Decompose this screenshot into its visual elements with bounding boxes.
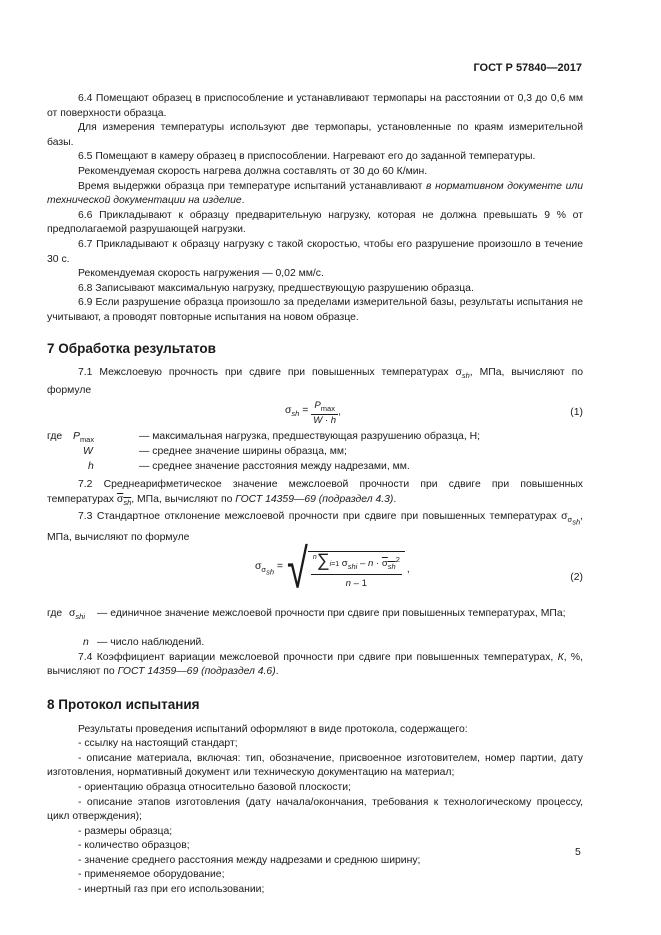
- paragraph-8-intro: Результаты проведения испытаний оформляют в виде протокола, содержащего:: [78, 723, 468, 735]
- definition-h-text: — среднее значение расстояния между надрезами, мм.: [139, 460, 410, 472]
- p74-end: .: [275, 666, 279, 678]
- page-content: [47, 92, 583, 898]
- formula-1: [47, 398, 583, 430]
- paragraph-hold-time: [47, 180, 583, 209]
- paragraph-7-2: 7.2 Среднеарифметическое значение межслоевой прочности при сдвиге при повышенных температурах $\sigma_{sh}$, МПа, вычисляют по ГОСТ 14359—69 (подраздел 4.3).: [47, 479, 583, 507]
- paragraph-7-4: [47, 651, 583, 680]
- formula-2: [47, 539, 583, 607]
- equation-1-number: (1): [570, 407, 583, 419]
- protocol-item: - значение среднего расстояния между надрезами и среднюю ширину;: [78, 854, 421, 866]
- hold-italic: в нормативном документе или технической документации на изделие: [47, 180, 583, 207]
- definition-pmax: где $P_{max}$ — максимальная нагрузка, предшествующая разрушению образца, Н;: [47, 431, 480, 445]
- protocol-item: - инертный газ при его использовании;: [78, 884, 265, 896]
- p71-text: 7.1 Межслоевую прочность при сдвиге при повышенных температурах: [78, 367, 449, 379]
- paragraph-7-1: 7.1 Межслоевую прочность при сдвиге при повышенных температурах $\sigma_{sh}$, МПа, вычисляют по формуле: [47, 367, 583, 396]
- p72-reference: ГОСТ 14359—69 (подраздел 4.3): [235, 493, 394, 505]
- p74-text-c: , %, вычисляют по: [47, 651, 583, 678]
- p72-text: 7.2 Среднеарифметическое значение межслоевой прочности при сдвиге при повышенных температурах: [47, 479, 583, 505]
- paragraph-thermocouples: Для измерения температуры используют две термопары, установленные по краям измерительной базы.: [47, 122, 583, 148]
- paragraph-heating-rate: Рекомендуемая скорость нагрева должна составлять от 30 до 60 К/мин.: [78, 165, 428, 177]
- section-7-title: 7 Обработка результатов: [47, 340, 216, 356]
- p73-text: 7.3 Стандартное отклонение межслоевой прочности при сдвиге при повышенных температурах: [78, 511, 557, 523]
- definition-gde: где: [47, 431, 63, 443]
- paragraph-6-8: 6.8 Записывают максимальную нагрузку, предшествующую разрушению образца.: [78, 282, 474, 294]
- paragraph-loading-rate: Рекомендуемая скорость нагружения — 0,02 мм/с.: [78, 268, 324, 280]
- p71-tail: , МПа, вычисляют по формуле: [47, 367, 583, 396]
- paragraph-6-7: 6.7 Прикладывают к образцу нагрузку с такой скоростью, чтобы его разрушение произошло в течение 30 с.: [47, 238, 583, 265]
- definition-pmax-text: — максимальная нагрузка, предшествующая разрушению образца, Н;: [139, 431, 480, 443]
- formula-1-expression: $\sigma_{sh}$ = $\frac{P_{max}}{W \cdot h}$ ,: [285, 400, 342, 427]
- definition-n: n — число наблюдений.: [47, 636, 583, 651]
- p72-text-b: , МПа, вычисляют по: [131, 493, 236, 505]
- protocol-item: - ссылку на настоящий стандарт;: [78, 738, 238, 750]
- protocol-item: - размеры образца;: [78, 825, 173, 837]
- definition-w-text: — среднее значение ширины образца, мм;: [139, 445, 347, 457]
- protocol-item: - применяемое оборудование;: [78, 869, 225, 881]
- hold-end: .: [241, 195, 245, 207]
- section-8-title: 8 Протокол испытания: [47, 696, 200, 712]
- definition-w: W — среднее значение ширины образца, мм;: [47, 445, 583, 460]
- paragraph-7-3: 7.3 Стандартное отклонение межслоевой прочности при сдвиге при повышенных температурах $\sigma_{\sigma_{sh}}$, МПа, вычисляют по формуле: [47, 511, 583, 543]
- definition-h: h — среднее значение расстояния между надрезами, мм.: [47, 460, 583, 475]
- page-number: 5: [575, 847, 581, 858]
- paragraph-6-4: 6.4 Помещают образец в приспособление и устанавливают термопары на расстоянии от 0,3 до 0,6 мм от поверхности образца.: [47, 93, 583, 119]
- protocol-item: - описание этапов изготовления (дату начала/окончания, требования к технологическому процессу, цикл отверждения);: [47, 796, 583, 823]
- p74-text: 7.4 Коэффициент вариации межслоевой прочности при сдвиге при повышенных температурах,: [78, 651, 554, 663]
- standard-header: ГОСТ Р 57840—2017: [473, 62, 582, 74]
- paragraph-6-5: 6.5 Помещают в камеру образец в приспособлении. Нагревают его до заданной температуры.: [78, 151, 536, 163]
- protocol-item: - количество образцов;: [78, 840, 190, 852]
- p74-symbol: К: [557, 651, 564, 663]
- definition-sigma-shi: где $\sigma_{shi}$ — единичное значение межслоевой прочности при сдвиге при повышенных температурах, МПа;: [47, 607, 583, 636]
- protocol-item: - ориентацию образца относительно базовой плоскости;: [78, 781, 351, 793]
- p74-reference: ГОСТ 14359—69 (подраздел 4.6): [117, 666, 276, 678]
- protocol-item: - описание материала, включая: тип, обозначение, присвоенное изготовителем, номер партии, дату изготовления, нормативный документ или техническую документацию на материал;: [47, 752, 583, 779]
- p73-text-b: , МПа, вычисляют по формуле: [47, 511, 583, 543]
- definition-n-text: — число наблюдений.: [97, 637, 205, 649]
- equation-2-number: (2): [570, 572, 583, 584]
- formula-2-expression: $\sigma_{\sigma_{sh}}$ = √ $\frac{^n\sum i=1 \sigma_{shi} - n \cdot \sigma_{sh}^2}{n - 1}$ ,: [255, 539, 410, 601]
- definition-shi-text: — единичное значение межслоевой прочности при сдвиге при повышенных температурах, МПа;: [97, 608, 566, 620]
- definition-gde-2: где: [47, 608, 63, 620]
- paragraph-6-6: 6.6 Прикладывают к образцу предварительную нагрузку, которая не должна превышать 9 % от предполагаемой разрушающей нагрузки.: [47, 209, 583, 236]
- hold-text: Время выдержки образца при температуре испытаний устанавливают: [78, 180, 427, 192]
- protocol-items-list: [47, 737, 583, 898]
- paragraph-6-9: 6.9 Если разрушение образца произошло за пределами измерительной базы, результаты испытания не учитывают, а проводят повторные испытания на новом образце.: [47, 297, 583, 323]
